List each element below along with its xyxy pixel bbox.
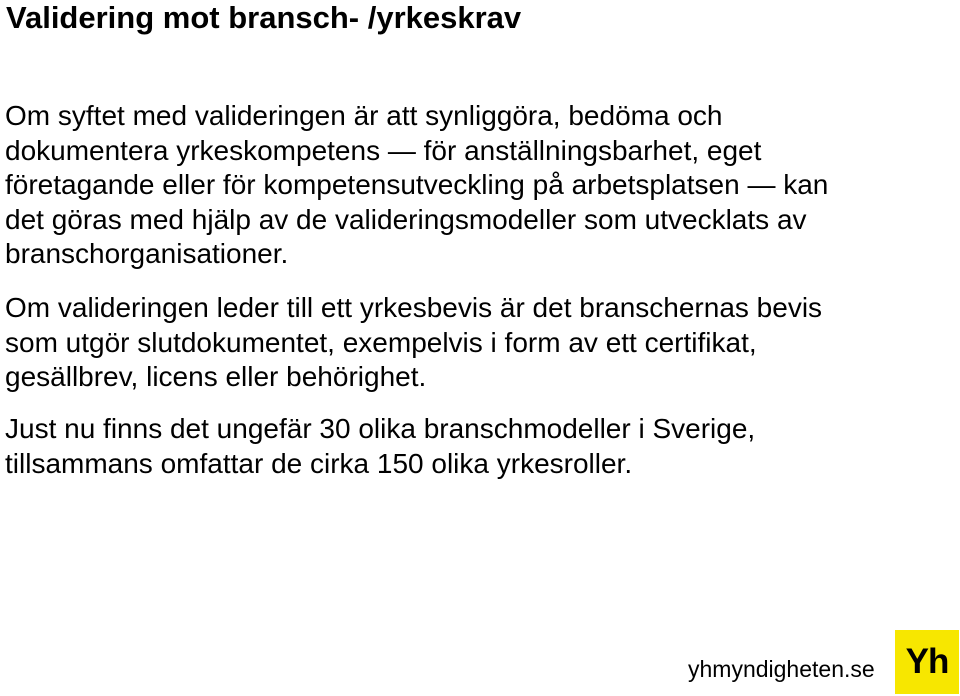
yh-logo bbox=[895, 630, 959, 694]
footer-website: yhmyndigheten.se bbox=[688, 656, 875, 682]
body-paragraph-certificate: Om valideringen leder till ett yrkesbevis är det branschernas bevis som utgör slutdokumentet, exempelvis i form av ett certifikat, gesällbrev, licens eller behörighet. bbox=[5, 292, 823, 393]
body-paragraph-models: Just nu finns det ungefär 30 olika branschmodeller i Sverige, tillsammans omfattar de cirka 150 olika yrkesroller. bbox=[5, 413, 756, 479]
body-paragraph-purpose: Om syftet med valideringen är att synliggöra, bedöma och dokumentera yrkeskompetens — för anställningsbarhet, eget företagande eller för kompetensutveckling på arbetsplatsen — kan det göras med hjälp av de valideringsmodeller som utvecklats av branschorganisationer. bbox=[5, 100, 829, 270]
slide-title: Validering mot bransch- /yrkeskrav bbox=[6, 0, 522, 35]
yh-logo-text: Yh bbox=[905, 642, 949, 681]
